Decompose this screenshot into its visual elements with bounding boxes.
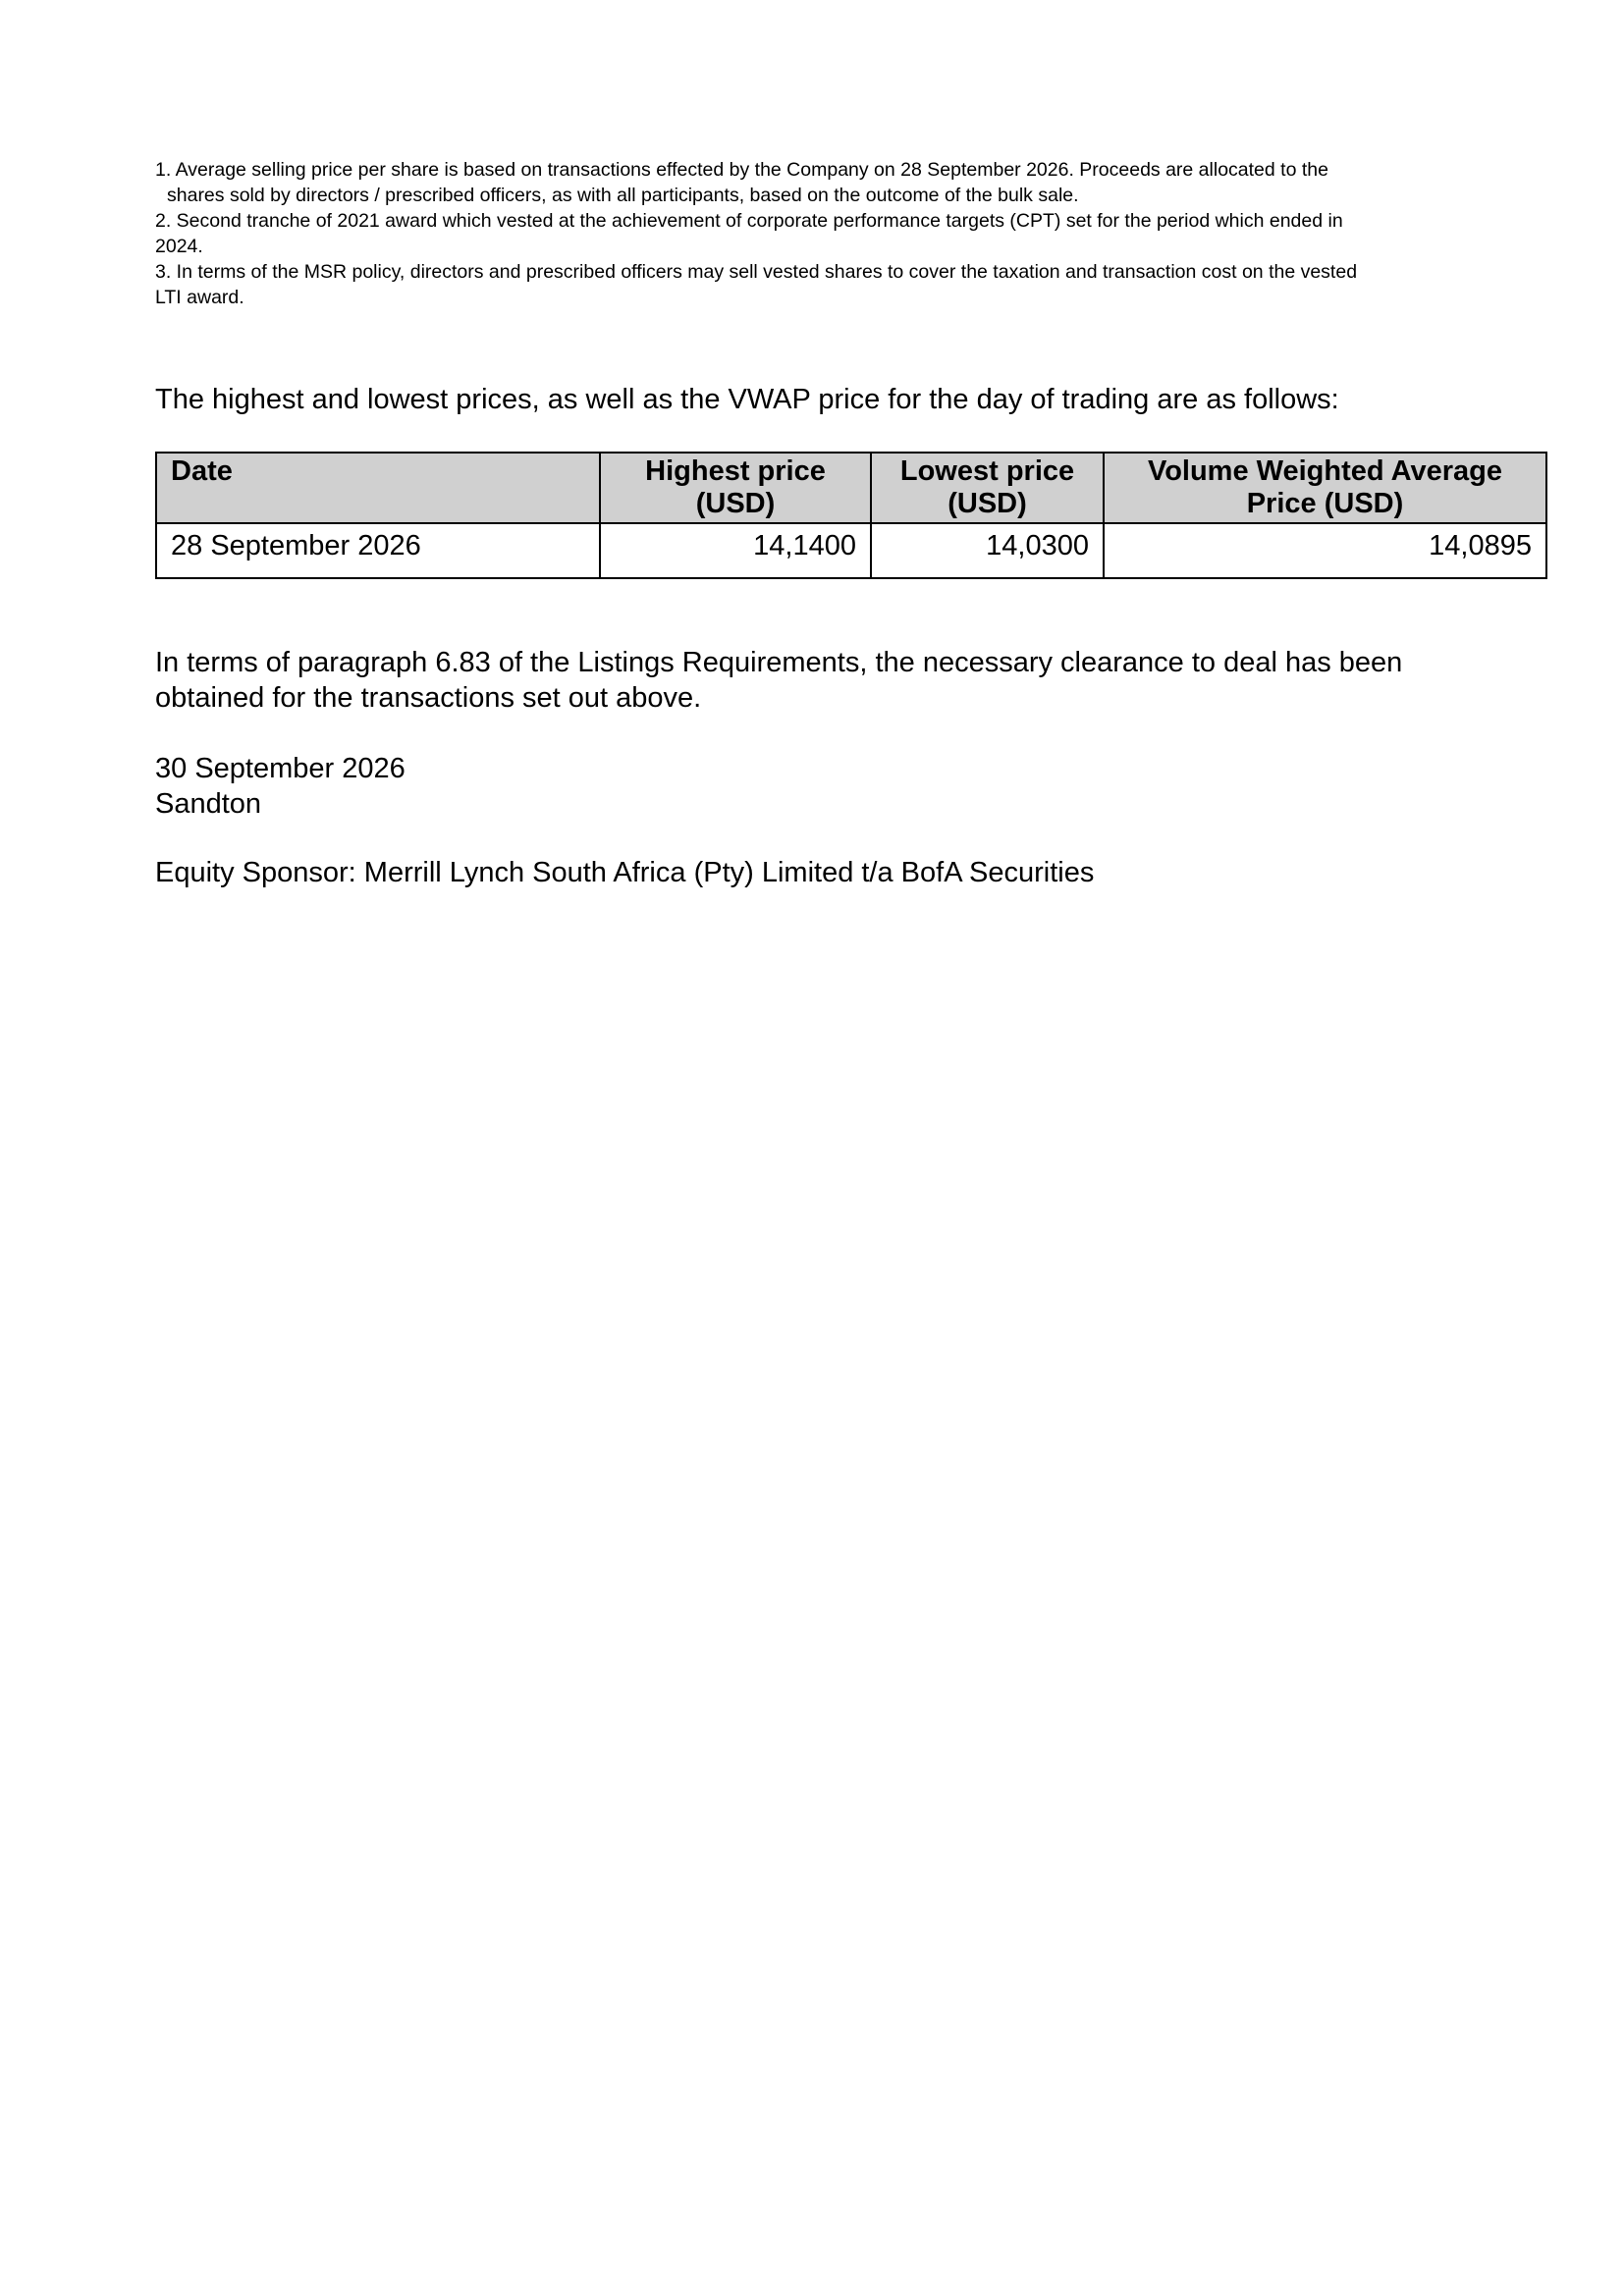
dateline-date: 30 September 2026 (155, 753, 406, 784)
header-date-label: Date (171, 455, 233, 487)
cell-lowest-price: 14,0300 (871, 523, 1104, 578)
cell-highest-price: 14,1400 (600, 523, 871, 578)
header-vwap-line-1: Volume Weighted Average (1148, 455, 1502, 487)
table-row (156, 523, 1546, 578)
clearance-paragraph (155, 645, 1530, 716)
footnote-1-line-1: 1. Average selling price per share is based on transactions effected by the Company on 28 September 2026. Proceeds are allocated to the (155, 159, 1328, 181)
clearance-line-1: In terms of paragraph 6.83 of the Listings Requirements, the necessary clearance to deal has been (155, 647, 1403, 678)
price-table (155, 452, 1547, 579)
footnote-2-line-1: 2. Second tranche of 2021 award which vested at the achievement of corporate performance targets (CPT) set for the period which ended in (155, 210, 1343, 232)
cell-date: 28 September 2026 (156, 523, 600, 578)
footnote-3-line-2: LTI award. (155, 287, 244, 308)
footnotes (155, 157, 1530, 310)
header-highest-line-2: (USD) (695, 488, 776, 519)
header-vwap (1104, 453, 1546, 523)
footnote-2-line-2: 2024. (155, 236, 203, 257)
dateline (155, 751, 406, 822)
footnote-3-line-1: 3. In terms of the MSR policy, directors and prescribed officers may sell vested shares to cover the taxation and transaction cost on the vested (155, 261, 1358, 283)
dateline-place: Sandton (155, 788, 262, 820)
header-lowest-line-2: (USD) (947, 488, 1027, 519)
header-date (156, 453, 600, 523)
price-table-header-row (156, 453, 1546, 523)
header-vwap-line-2: Price (USD) (1246, 488, 1404, 519)
equity-sponsor: Equity Sponsor: Merrill Lynch South Africa (Pty) Limited t/a BofA Securities (155, 857, 1095, 888)
header-highest-price (600, 453, 871, 523)
header-highest-line-1: Highest price (645, 455, 826, 487)
clearance-line-2: obtained for the transactions set out above. (155, 682, 702, 714)
header-lowest-line-1: Lowest price (899, 455, 1075, 487)
price-intro-paragraph: The highest and lowest prices, as well as the VWAP price for the day of trading are as follows: (155, 384, 1339, 415)
footnote-1-line-2: shares sold by directors / prescribed officers, as with all participants, based on the outcome of the bulk sale. (167, 185, 1079, 206)
header-lowest-price (871, 453, 1104, 523)
cell-vwap: 14,0895 (1104, 523, 1546, 578)
